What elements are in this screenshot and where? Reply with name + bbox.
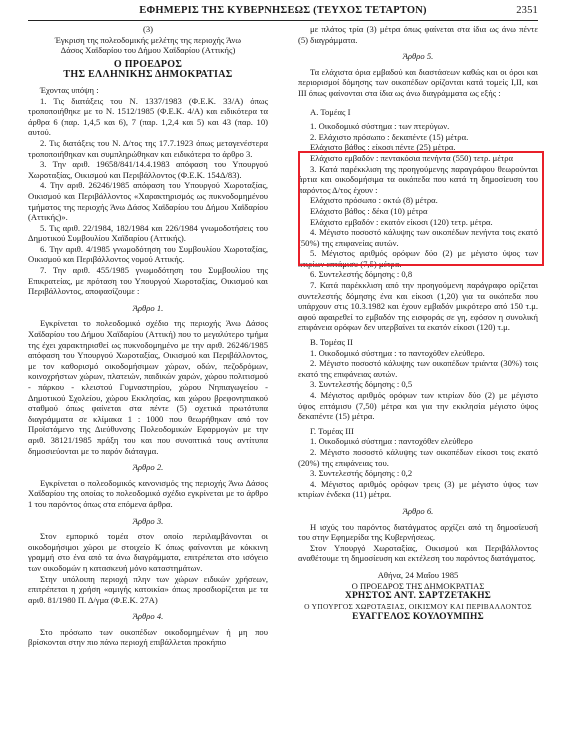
sector-a-exc-depth: Ελάχιστο βάθος : δέκα (10) μέτρα (310, 205, 428, 216)
article-2-heading: Άρθρο 2. (132, 462, 164, 473)
article-2-text: Εγκρίνεται ο πολεοδομικός κανονισμός της περιοχής Άνω Δάσος Χαϊδαρίου της οποίας το πολεοδομικό σχέδιο εγκρίνεται με το άρθρο 1 του παρόντος όπως στα επόμενα άρθρα. (28, 477, 268, 509)
article-4-text: Στο πρόσωπο των οικοπέδων οικοδομημένων ή μη που βρίσκονται στην πιο πάνω περιοχή επιβάλλεται προκήπιο (28, 626, 268, 648)
sector-c-heading: Γ. Τομέας ΙΙΙ (310, 425, 354, 436)
recital-6: 6. Την αριθ. 4/1985 γνωμοδότηση του Συμβουλίου Χωροταξίας, Οικισμού και Περιβάλλοντος νομού Αττικής. (28, 243, 268, 265)
sector-a-exc-frontage: Ελάχιστο πρόσωπο : οκτώ (8) μέτρα. (310, 195, 438, 206)
president-name: ΧΡΗΣΤΟΣ ΑΝΤ. ΣΑΡΤΖΕΤΑΚΗΣ (344, 591, 492, 602)
article-1-text: Εγκρίνεται το πολεοδομικό σχέδιο της περιοχής Άνω Δάσος Χαϊδαρίου του Δήμου Χαϊδαρίου (Αττική) που το μεγαλύτερο τμήμα της έχει χαρακτηρισθεί ως πυκνοδομημένο με την αριθ. 26246/1985 απόφαση του Υπουργού Χωροταξίας, Οικισμού και Περιβάλλοντος, με τον καθορισμό οικοδομήσιμων χώρων, οδών, πεζοδρόμων, κοινοχρήστων χώρων, πλατειών, παιδικών χαρών, χώρου πολιτισμού - πάρκου - κλειστού Γυμναστηρίου, χώρου Νηπιαγωγείου - Δημοτικού Σχολείου, χώρου Εκκλησίας, και χώρου βρεφονηπιακού σταθμού όπως φαίνεται στα πέντε (5) σχετικά πρωτότυπα διαγράμματα σε κλίμακα 1 : 1000 που θεωρήθηκαν από τον Προϊστάμενο της Διεύθυνσης Πολεοδομικών Εφαρμογών με την αριθ. 38121/1985 πράξη του και που συνοπτικά τους αντίτυπα δημοσιεύονται με το παρόν διάταγμα. (28, 318, 268, 456)
recital-4: 4. Την αριθ. 26246/1985 απόφαση του Υπουργού Χωροταξίας, Οικισμού και Περιβάλλοντος «Χαρακτηρισμός ως πυκνοδομημένου τμήματος της περιοχής Άνω Δάσος Χαϊδαρίου του Δήμου Χαϊδαρίου (Αττικής)». (28, 180, 268, 223)
decree-title-line-2: Δάσος Χαϊδαρίου του Δήμου Χαϊδαρίου (Αττικής) (60, 45, 236, 56)
sector-a-min-depth: Ελάχιστο βάθος : είκοσι πέντε (25) μέτρα. (310, 142, 456, 153)
sector-b-item-3: 3. Συντελεστής δόμησης : 0,5 (310, 379, 413, 390)
sector-c-item-4: 4. Μέγιστος αριθμός ορόφων τρεις (3) με μέγιστο ύψος των κτιρίων ένδεκα (11) μέτρα. (298, 478, 538, 500)
sector-a-item-4: 4. Μέγιστο ποσοστό κάλυψης των οικοπέδων πενήντα τοις εκατό (50%) της επιφανείας αυτών. (298, 227, 538, 248)
signing-date: Αθήνα, 24 Μαΐου 1985 (377, 569, 459, 580)
minister-name: ΕΥΑΓΓΕΛΟΣ ΚΟΥΛΟΥΜΠΗΣ (352, 612, 484, 623)
article-5-heading: Άρθρο 5. (402, 51, 434, 62)
sector-b-heading: Β. Τομέας ΙΙ (310, 337, 353, 348)
article-1-heading: Άρθρο 1. (132, 302, 164, 313)
sector-c-item-3: 3. Συντελεστής δόμησης : 0,2 (310, 468, 413, 479)
recital-3: 3. Την αριθ. 19658/841/14.4.1983 απόφαση του Υπουργού Χωροταξίας, Οικισμού και Περιβάλλοντος (Φ.Ε.Κ. 154Δ/83). (28, 159, 268, 180)
sector-b-item-1: 1. Οικοδομικό σύστημα : το παντοχόθεν ελεύθερο. (310, 347, 485, 358)
recital-2: 2. Τις διατάξεις του Ν. Δ/τος της 17.7.1923 όπως μεταγενέστερα τροποποιήθηκαν και συμπληρώθηκαν και ειδικότερα το άρθρο 3. (28, 137, 268, 159)
page-number: 2351 (516, 5, 538, 16)
gazette-title: ΕΦΗΜΕΡΙΣ ΤΗΣ ΚΥΒΕΡΝΗΣΕΩΣ (ΤΕΥΧΟΣ ΤΕΤΑΡΤΟΝ) (139, 5, 427, 16)
article-3-heading: Άρθρο 3. (132, 515, 164, 526)
sector-a-heading: Α. Τομέας Ι (310, 106, 351, 117)
sector-a-item-7: 7. Κατά παρέκκλιση από την προηγούμενη παράγραφο ορίζεται συντελεστής δόμησης ένα και είκοσι (1,20) για τα οικόπεδα που υπάρχουν στις 10.3.1982 και έχουν εμβαδόν μικρότερο από 150 τ.μ. αφού αφαιρεθεί το εμβαδόν της εισφοράς σε γη, εφόσον η συνολική επιφάνεια ορόφων δεν υπερβαίνει τα εκατόν είκοσι (120) τ.μ. (298, 280, 538, 333)
article-6-para-2: Στον Υπουργό Χωροταξίας, Οικισμού και Περιβάλλοντος αναθέτουμε τη δημοσίευση και εκτέλεση του παρόντος διατάγματος. (298, 542, 538, 564)
sector-a-exc-area: Ελάχιστο εμβαδόν : εκατόν είκοσι (120) τετρ. μέτρα. (310, 216, 493, 227)
president-title: Ο ΠΡΟΕΔΡΟΣ ΤΗΣ ΔΗΜΟΚΡΑΤΙΑΣ (351, 580, 485, 591)
sector-a-item-2: 2. Ελάχιστο πρόσωπο : δεκαπέντε (15) μέτρα. (310, 131, 469, 142)
sector-a-item-1: 1. Οικοδομικό σύστημα : των πτερύγων. (310, 121, 450, 132)
right-column (298, 24, 538, 623)
sector-c-item-1: 1. Οικοδομικό σύστημα : παντοχόθεν ελεύθερο (310, 436, 473, 447)
republic-heading: ΤΗΣ ΕΛΛΗΝΙΚΗΣ ΔΗΜΟΚΡΑΤΙΑΣ (63, 69, 233, 81)
left-column (28, 24, 268, 648)
sector-a-min-area: Ελάχιστο εμβαδόν : πεντακόσια πενήντα (550) τετρ. μέτρα (310, 152, 514, 163)
sector-a-highlight-box (298, 151, 544, 266)
sector-a-item-6: 6. Συντελεστής δόμησης : 0,8 (310, 269, 413, 280)
page-header (28, 4, 538, 21)
sector-a-item-5: 5. Μέγιστος αριθμός ορόφων δύο (2) με μέγιστο ύψος των κτιρίων επτάμισυ (7,5) μέτρα. (298, 248, 538, 269)
decree-number: (3) (142, 24, 154, 34)
article-4-heading: Άρθρο 4. (132, 611, 164, 622)
president-heading: Ο ΠΡΟΕΔΡΟΣ (113, 58, 183, 70)
article-3-para-1: Στον εμπορικό τομέα στον οποίο περιλαμβάνονται οι οικοδομήσιμοι χώροι με στοιχείο Κ όπως φαίνονται με κόκκινη γραμμή στο ένα από τα άνω διαγράμματα, επιτρέπεται στο ισόγειο των οικοδομών η κατασκευή μόνο καταστημάτων. (28, 531, 268, 573)
article-6-heading: Άρθρο 6. (402, 505, 434, 516)
having-in-mind: Έχοντας υπόψη : (40, 84, 99, 95)
sector-b-item-2: 2. Μέγιστο ποσοστό κάλυψης των οικοπέδων τριάντα (30%) τοις εκατό της επιφάνειας αυτών. (298, 358, 538, 379)
article-3-para-2: Στην υπόλοιπη περιοχή πλην των χώρων ειδικών χρήσεων, επιτρέπεται η χρήση «αμιγής κατοικία» όπως προσδιορίζεται με τα αριθ. 81/1980 Π. Δ/γμα (Φ.Ε.Κ. 27Α) (28, 573, 268, 605)
article-6-para-1: Η ισχύς του παρόντος διατάγματος αρχίζει από τη δημοσίευσή του στην Εφημερίδα της Κυβερνήσεως. (298, 521, 538, 543)
sector-b-item-4: 4. Μέγιστος αριθμός ορόφων των κτιρίων δύο (2) με μέγιστο ύψος επτάμισυ (7,50) μέτρα και για την εκκλησία μέγιστο ύψος δεκαπέντε (15) μέτρα. (298, 390, 538, 422)
recital-7: 7. Την αριθ. 455/1985 γνωμοδότηση του Συμβουλίου της Επικρατείας, με πρόταση του Υπουργού Χωροταξίας, Οικισμού και Περιβάλλοντος, αποφασίζουμε : (28, 265, 268, 297)
recital-1: 1. Τις διατάξεις του Ν. 1337/1983 (Φ.Ε.Κ. 33/Α) όπως τροποποιήθηκε με το Ν. 1512/1985 (Φ.Ε.Κ. 4/Α) και ειδικότερα τα άρθρα 6 (παρ. 1,4,5 και 6), 7 (παρ. 1,2,4 και 5) και 43 (παρ. 10) αυτού. (28, 95, 268, 138)
decree-title-line-1: Έγκριση της πολεοδομικής μελέτης της περιοχής Άνω (54, 34, 242, 45)
minister-title: Ο ΥΠΟΥΡΓΟΣ ΧΩΡΟΤΑΞΙΑΣ, ΟΙΚΙΣΜΟΥ ΚΑΙ ΠΕΡΙΒΑΛΛΟΝΤΟΣ (304, 601, 532, 611)
recital-5: 5. Τις αριθ. 22/1984, 182/1984 και 226/1984 γνωμοδοτήσεις του Δημοτικού Συμβουλίου Χαϊδαρίου (Αττικής). (28, 222, 268, 244)
article-5-intro: Τα ελάχιστα όρια εμβαδού και διαστάσεων καθώς και οι όροι και περιορισμοί δόμησης των οικοπέδων ορίζονται κατά τομείς Ι,ΙΙ, και ΙΙΙ όπως φαίνονται στα ίδια ως άνω διαγράμματα ως εξής : (298, 66, 538, 98)
sector-c-item-2: 2. Μέγιστο ποσοστό κάλυψης των οικοπέδων είκοσι τοις εκατό (20%) της επιφάνειας του. (298, 446, 538, 468)
sector-a-item-3: 3. Κατά παρέκκλιση της προηγούμενης παραγράφου θεωρούνται άρτια και οικοδομήσιμα τα οικόπεδα που κατά τη δημοσίευση του παρόντος Δ/τος έχουν : (298, 163, 538, 195)
article-4-continuation: με πλάτος τρία (3) μέτρα όπως φαίνεται στα ίδια ως άνω πέντε (5) διαγράμματα. (298, 24, 538, 45)
